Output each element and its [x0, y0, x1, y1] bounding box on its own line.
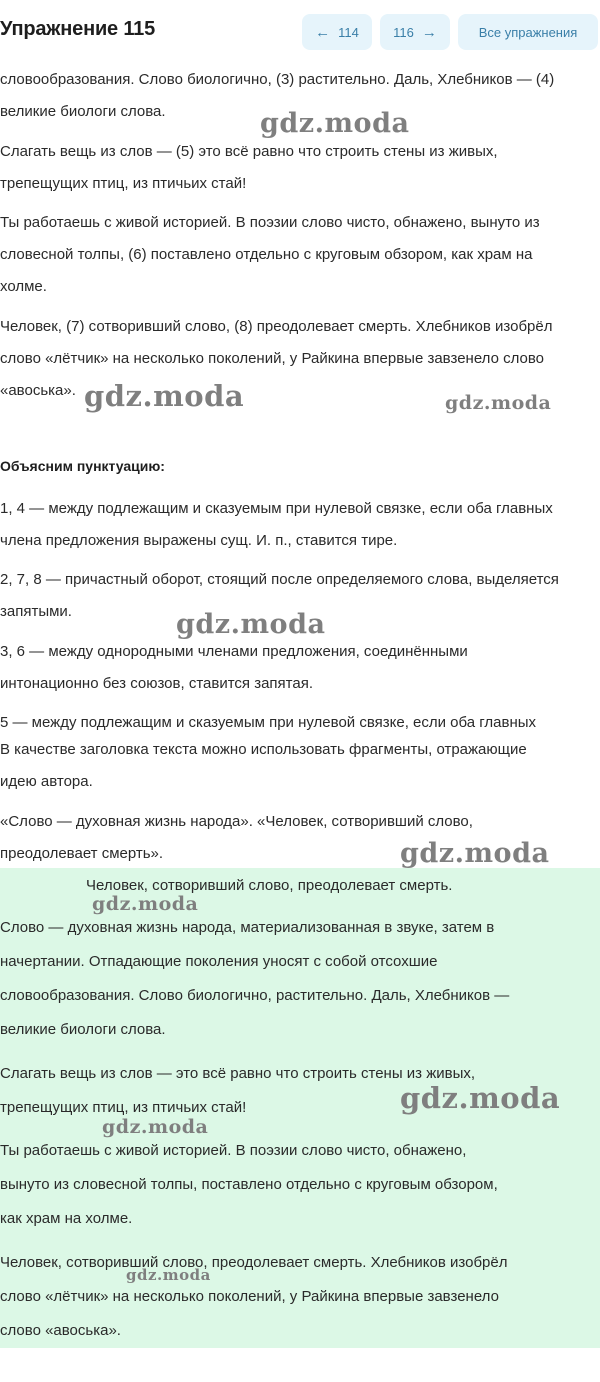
- answer-line: слово «лётчик» на несколько поколений, у Райкина впервые завзенело: [0, 1288, 499, 1305]
- text-line: трепещущих птиц, из птичьих стай!: [0, 175, 247, 192]
- punct-line: 2, 7, 8 — причастный оборот, стоящий после определяемого слова, выделяется: [0, 571, 559, 588]
- punct-line: 1, 4 — между подлежащим и сказуемым при нулевой связке, если оба главных: [0, 500, 553, 517]
- next-exercise-button[interactable]: [380, 14, 450, 50]
- answer-heading: Человек, сотворивший слово, преодолевает смерть.: [86, 877, 453, 894]
- next-exercise-label: 116: [393, 24, 414, 40]
- prev-exercise-button[interactable]: [302, 14, 372, 50]
- page-title: Упражнение 115: [0, 18, 156, 40]
- watermark: gdz.moda: [260, 108, 410, 139]
- section-title: Объясним пунктуацию:: [0, 458, 165, 474]
- punct-line: интонационно без союзов, ставится запятая.: [0, 675, 314, 692]
- watermark: gdz.moda: [400, 838, 550, 869]
- watermark: gdz.moda: [176, 609, 326, 640]
- text-line: словесной толпы, (6) поставлено отдельно с круговым обзором, как храм на: [0, 246, 533, 263]
- answer-line: трепещущих птиц, из птичьих стай!: [0, 1099, 247, 1116]
- text-line: словообразования. Слово биологично, (3) растительно. Даль, Хлебников — (4): [0, 71, 555, 88]
- answer-line: Слагать вещь из слов — это всё равно что строить стены из живых,: [0, 1065, 476, 1082]
- all-exercises-label: Все упражнения: [478, 24, 578, 40]
- punct-line: запятыми.: [0, 603, 72, 620]
- all-exercises-button[interactable]: [458, 14, 598, 50]
- punct-line: члена предложения выражены сущ. И. п., ставится тире.: [0, 532, 398, 549]
- text-line: Слагать вещь из слов — (5) это всё равно что строить стены из живых,: [0, 143, 498, 160]
- text-line: холме.: [0, 278, 47, 295]
- prev-exercise-label: 114: [338, 24, 359, 40]
- watermark: gdz.moda: [126, 1266, 211, 1284]
- watermark: gdz.moda: [92, 893, 199, 915]
- watermark: gdz.moda: [400, 1081, 561, 1115]
- punct-line: 5 — между подлежащим и сказуемым при нулевой связке, если оба главных: [0, 714, 537, 731]
- punct-line: 3, 6 — между однородными членами предложения, соединёнными: [0, 643, 468, 660]
- answer-line: слово «авоська».: [0, 1322, 121, 1339]
- answer-line: словообразования. Слово биологично, растительно. Даль, Хлебников —: [0, 987, 510, 1004]
- text-line: великие биологи слова.: [0, 103, 166, 120]
- watermark: gdz.moda: [84, 379, 245, 413]
- answer-line: Человек, сотворивший слово, преодолевает смерть. Хлебников изобрёл: [0, 1254, 508, 1271]
- arrow-left-icon: ←: [315, 23, 331, 41]
- punct-line: преодолевает смерть».: [0, 845, 164, 862]
- answer-line: Слово — духовная жизнь народа, материализованная в звуке, затем в: [0, 919, 495, 936]
- punct-line: «Слово — духовная жизнь народа». «Человек, сотворивший слово,: [0, 813, 473, 830]
- arrow-right-icon: →: [421, 23, 437, 41]
- answer-line: великие биологи слова.: [0, 1021, 166, 1038]
- watermark: gdz.moda: [102, 1116, 209, 1138]
- text-line: Ты работаешь с живой историей. В поэзии слово чисто, обнажено, вынуто из: [0, 214, 540, 231]
- text-line: Человек, (7) сотворивший слово, (8) преодолевает смерть. Хлебников изобрёл: [0, 318, 553, 335]
- header: [0, 0, 600, 64]
- watermark: gdz.moda: [445, 392, 552, 414]
- answer-line: вынуто из словесной толпы, поставлено отдельно с круговым обзором,: [0, 1176, 498, 1193]
- text-line: «авоська».: [0, 382, 76, 399]
- punct-line: В качестве заголовка текста можно использовать фрагменты, отражающие: [0, 741, 527, 758]
- text-line: слово «лётчик» на несколько поколений, у Райкина впервые завзенело слово: [0, 350, 544, 367]
- answer-line: Ты работаешь с живой историей. В поэзии слово чисто, обнажено,: [0, 1142, 467, 1159]
- punct-line: идею автора.: [0, 773, 93, 790]
- answer-line: начертании. Отпадающие поколения уносят с собой отсохшие: [0, 953, 438, 970]
- answer-line: как храм на холме.: [0, 1210, 133, 1227]
